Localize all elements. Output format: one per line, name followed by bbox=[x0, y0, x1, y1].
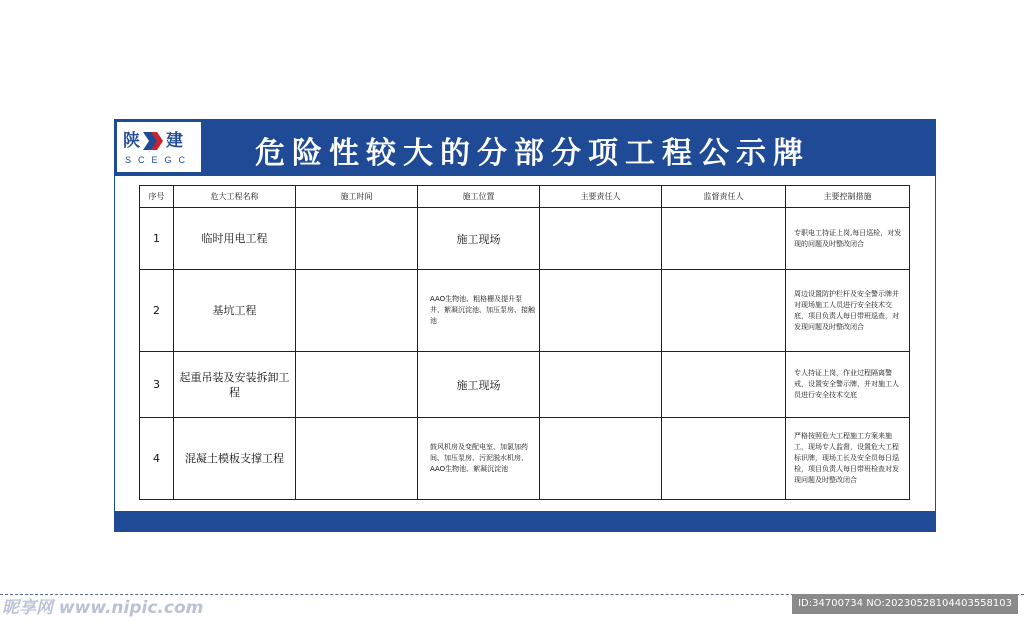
row-time bbox=[296, 208, 418, 270]
logo-subtext: SCEGC bbox=[125, 155, 193, 165]
row-supervisor bbox=[662, 418, 786, 500]
company-logo bbox=[117, 122, 201, 172]
table-row bbox=[140, 208, 910, 270]
col-header-name: 危大工程名称 bbox=[174, 186, 296, 208]
logo-arrow-icon bbox=[140, 130, 166, 152]
table-row bbox=[140, 270, 910, 352]
row-location: AAO生物池、粗格栅及提升泵井、絮凝沉淀池、加压泵房、接触池 bbox=[418, 270, 540, 352]
row-supervisor bbox=[662, 208, 786, 270]
row-name: 起重吊装及安装拆卸工程 bbox=[174, 352, 296, 418]
row-responsible bbox=[540, 418, 662, 500]
row-name: 基坑工程 bbox=[174, 270, 296, 352]
row-name: 临时用电工程 bbox=[174, 208, 296, 270]
col-header-no: 序号 bbox=[140, 186, 174, 208]
row-time bbox=[296, 352, 418, 418]
board-footer-bar bbox=[115, 511, 935, 531]
watermark-site-text: 昵享网 www.nipic.com bbox=[2, 598, 204, 618]
table-header-row bbox=[140, 186, 910, 208]
row-responsible bbox=[540, 208, 662, 270]
board-title: 危险性较大的分部分项工程公示牌 bbox=[255, 136, 810, 171]
row-responsible bbox=[540, 352, 662, 418]
row-measures: 严格按照危大工程施工方案来施工，现场专人监督，设置危大工程标识牌，现场工长及安全员每日巡检，项目负责人每日带班检查对发现问题及时整改闭合 bbox=[786, 418, 910, 500]
row-no: 4 bbox=[140, 418, 174, 500]
table-row bbox=[140, 352, 910, 418]
row-location: 施工现场 bbox=[418, 208, 540, 270]
notice-board bbox=[114, 119, 936, 532]
board-header bbox=[115, 120, 935, 176]
logo-char-2: 建 bbox=[166, 131, 183, 151]
row-no: 2 bbox=[140, 270, 174, 352]
project-table bbox=[139, 185, 910, 500]
watermark-id-label: ID:34700734 NO:20230528104403558103 bbox=[792, 594, 1018, 614]
col-header-time: 施工时间 bbox=[296, 186, 418, 208]
row-time bbox=[296, 418, 418, 500]
row-measures: 周边设置防护栏杆及安全警示牌并对现场施工人员进行安全技术交底，项目负责人每日带班巡查，对发现问题及时整改闭合 bbox=[786, 270, 910, 352]
row-no: 3 bbox=[140, 352, 174, 418]
row-supervisor bbox=[662, 270, 786, 352]
col-header-location: 施工位置 bbox=[418, 186, 540, 208]
row-measures: 专人持证上岗，作业过程隔离警戒，设置安全警示牌，并对施工人员进行安全技术交底 bbox=[786, 352, 910, 418]
row-location: 鼓风机房及变配电室、加氯加药间、加压泵房、污泥脱水机房、AAO生物池、絮凝沉淀池 bbox=[418, 418, 540, 500]
row-name: 混凝土模板支撑工程 bbox=[174, 418, 296, 500]
row-location: 施工现场 bbox=[418, 352, 540, 418]
col-header-supervisor: 监督责任人 bbox=[662, 186, 786, 208]
row-responsible bbox=[540, 270, 662, 352]
row-time bbox=[296, 270, 418, 352]
logo-char-1: 陕 bbox=[123, 131, 140, 151]
row-measures: 专职电工持证上岗,每日巡检，对发现的问题及时整改闭合 bbox=[786, 208, 910, 270]
table-row bbox=[140, 418, 910, 500]
row-no: 1 bbox=[140, 208, 174, 270]
col-header-measures: 主要控制措施 bbox=[786, 186, 910, 208]
row-supervisor bbox=[662, 352, 786, 418]
col-header-responsible: 主要责任人 bbox=[540, 186, 662, 208]
